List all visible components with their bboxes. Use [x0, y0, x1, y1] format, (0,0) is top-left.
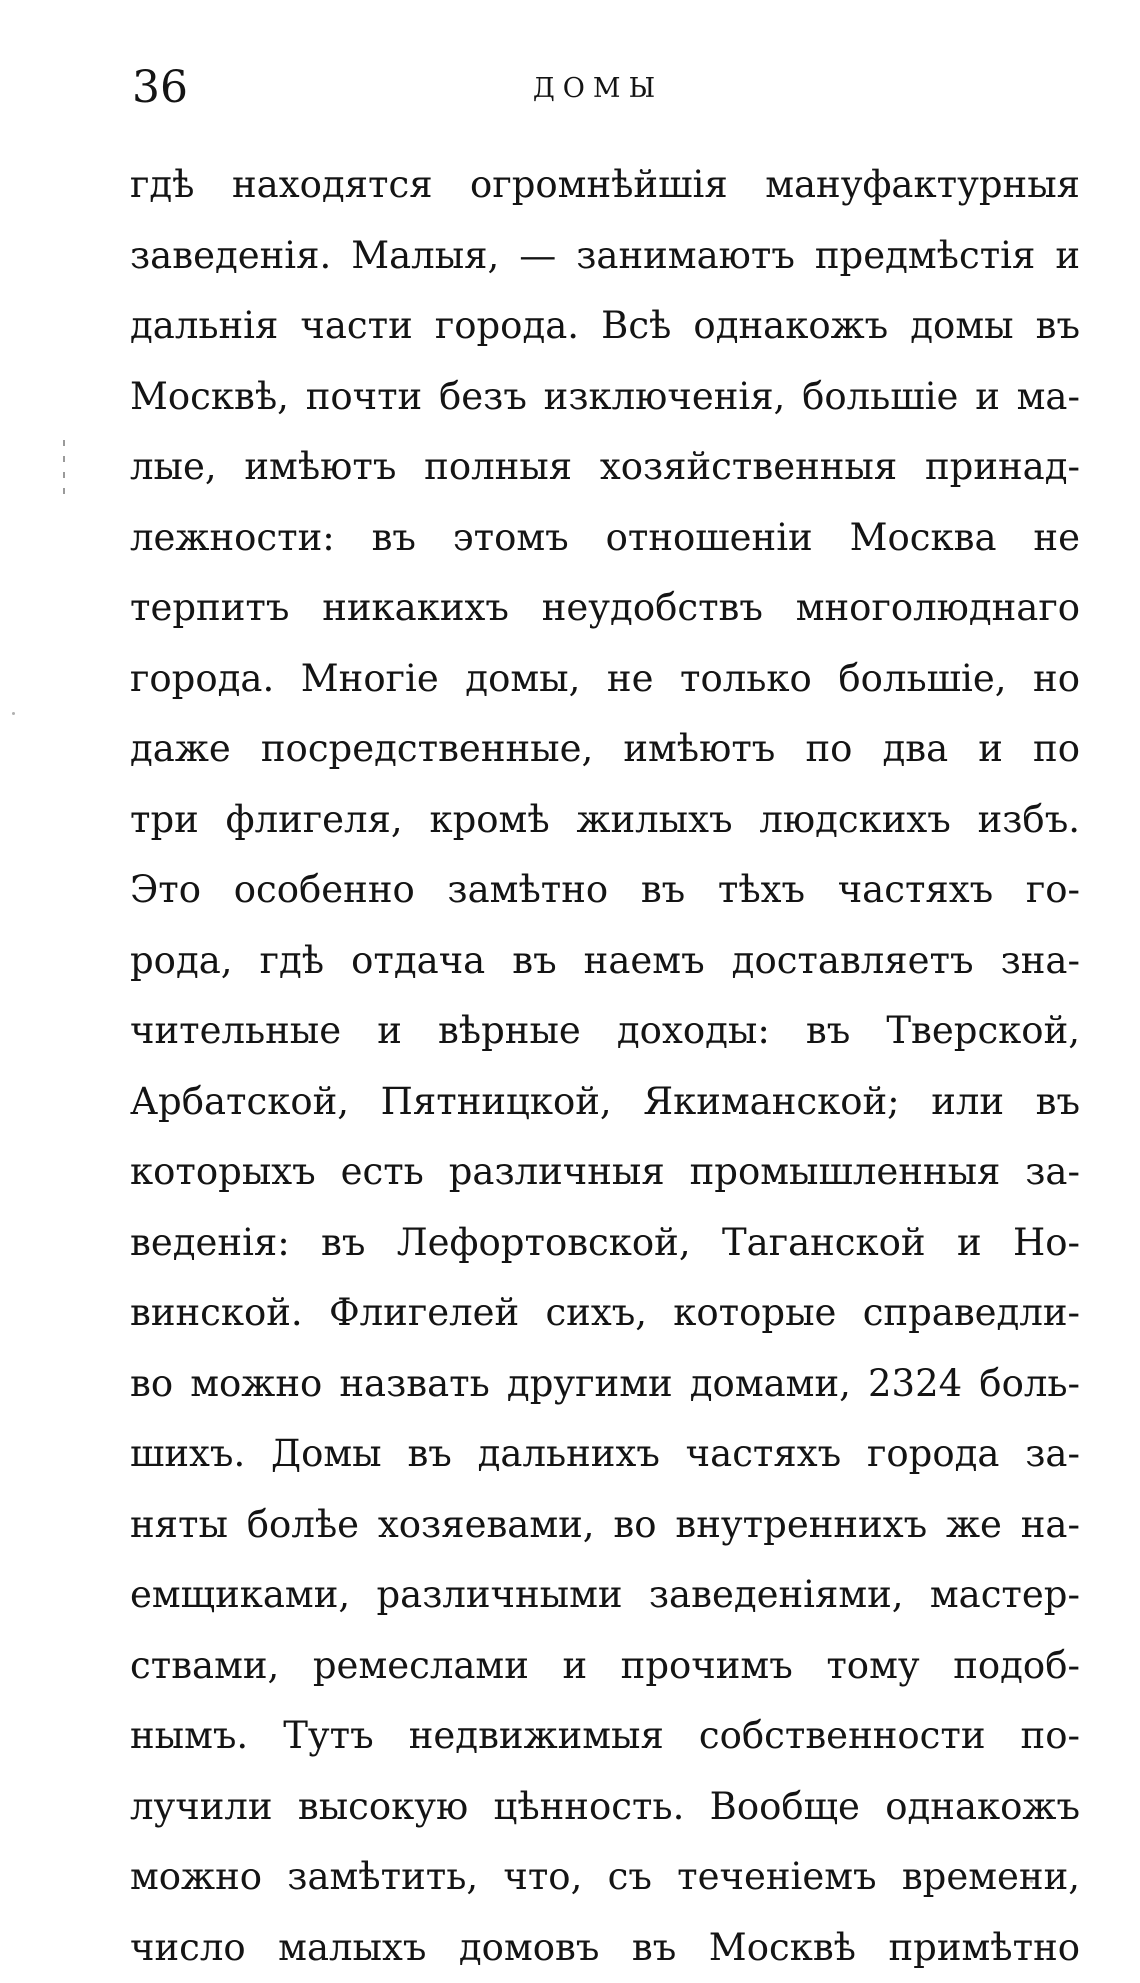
text-line: рода, гдѣ отдача въ наемъ доставляетъ зна- — [130, 926, 1080, 997]
text-line: лые, имѣютъ полныя хозяйственныя принад- — [130, 432, 1080, 503]
text-line: лучили высокую цѣнность. Вообще однакожъ — [130, 1772, 1080, 1843]
text-line: которыхъ есть различныя промышленныя за- — [130, 1137, 1080, 1208]
text-line: можно замѣтить, что, съ теченіемъ времени, — [130, 1842, 1080, 1913]
margin-tick — [63, 472, 65, 478]
text-line: Арбатской, Пятницкой, Якиманской; или въ — [130, 1067, 1080, 1138]
page-header — [128, 58, 1068, 118]
text-line: даже посредственные, имѣютъ по два и по — [130, 714, 1080, 785]
text-line: ствами, ремеслами и прочимъ тому подоб- — [130, 1631, 1080, 1702]
text-line: Москвѣ, почти безъ изключенія, большіе и ма- — [130, 362, 1080, 433]
text-line: три флигеля, кромѣ жилыхъ людскихъ избъ. — [130, 785, 1080, 856]
text-line: дальнія части города. Всѣ однакожъ домы въ — [130, 291, 1080, 362]
running-title: ДОМЫ — [128, 64, 1068, 114]
text-line: чительные и вѣрные доходы: въ Тверской, — [130, 996, 1080, 1067]
text-line: веденія: въ Лефортовской, Таганской и Но- — [130, 1208, 1080, 1279]
page-number: 36 — [132, 58, 188, 118]
text-line: няты болѣе хозяевами, во внутреннихъ же на- — [130, 1490, 1080, 1561]
margin-tick — [63, 488, 65, 494]
text-line: заведенія. Малыя, — занимаютъ предмѣстія и — [130, 221, 1080, 292]
text-line: число малыхъ домовъ въ Москвѣ примѣтно — [130, 1913, 1080, 1983]
text-line: нымъ. Тутъ недвижимыя собственности по- — [130, 1701, 1080, 1772]
body-text — [130, 150, 1080, 1983]
paper-speck — [12, 712, 15, 715]
text-line: города. Многіе домы, не только большіе, но — [130, 644, 1080, 715]
text-line: лежности: въ этомъ отношеніи Москва не — [130, 503, 1080, 574]
text-line: шихъ. Домы въ дальнихъ частяхъ города за- — [130, 1419, 1080, 1490]
text-line: во можно назвать другими домами, 2324 боль- — [130, 1349, 1080, 1420]
text-line: Это особенно замѣтно въ тѣхъ частяхъ го- — [130, 855, 1080, 926]
text-line: гдѣ находятся огромнѣйшія мануфактурныя — [130, 150, 1080, 221]
margin-marks — [60, 440, 68, 520]
margin-tick — [63, 456, 65, 462]
text-line: винской. Флигелей сихъ, которые справедли- — [130, 1278, 1080, 1349]
margin-tick — [63, 440, 65, 446]
text-line: терпитъ никакихъ неудобствъ многолюднаго — [130, 573, 1080, 644]
text-line: емщиками, различными заведеніями, мастер- — [130, 1560, 1080, 1631]
